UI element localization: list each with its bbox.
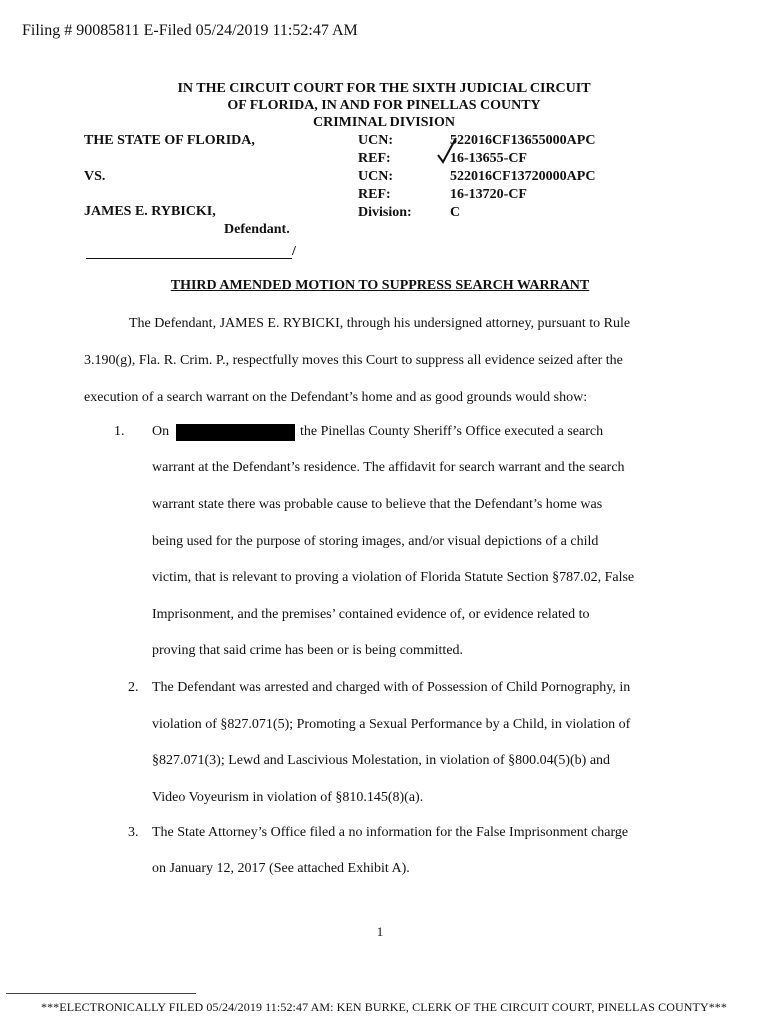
- page-number: 1: [376, 924, 384, 939]
- ref-label-2: REF:: [358, 187, 391, 202]
- ref-label-1: REF:: [358, 151, 391, 166]
- item-2-line: The Defendant was arrested and charged with of Possession of Child Pornography, in: [152, 680, 631, 695]
- handwritten-checkmark-icon: [436, 136, 458, 166]
- item-3-line: on January 12, 2017 (See attached Exhibit A).: [152, 861, 410, 876]
- signature-line-slash: /: [292, 244, 296, 259]
- intro-line-3: execution of a search warrant on the Defendant’s home and as good grounds would show:: [84, 390, 588, 405]
- item-3-line: The State Attorney’s Office filed a no information for the False Imprisonment charge: [152, 825, 629, 840]
- item-number: 1.: [114, 424, 125, 439]
- ucn-value-1: 522016CF13655000APC: [450, 133, 596, 148]
- ucn-label-2: UCN:: [358, 169, 393, 184]
- division-value: C: [450, 205, 461, 220]
- item-1-line: Imprisonment, and the premises’ contained evidence of, or evidence related to: [152, 607, 590, 622]
- signature-line: [86, 258, 292, 259]
- item-1-line: victim, that is relevant to proving a violation of Florida Statute Section §787.02, False: [152, 570, 635, 585]
- item-number: 3.: [128, 825, 139, 840]
- efiling-footer: ***ELECTRONICALLY FILED 05/24/2019 11:52:47 AM: KEN BURKE, CLERK OF THE CIRCUIT COURT, PINELLAS COUNTY***: [40, 1000, 728, 1014]
- item-1-line: being used for the purpose of storing images, and/or visual depictions of a child: [152, 534, 599, 549]
- item-1-line: warrant at the Defendant’s residence. The affidavit for search warrant and the search: [152, 460, 625, 475]
- redaction-block: [176, 424, 295, 441]
- footer-rule: [6, 993, 196, 994]
- court-heading-line3: CRIMINAL DIVISION: [313, 115, 455, 130]
- ucn-label-1: UCN:: [358, 133, 393, 148]
- versus-label: VS.: [84, 169, 106, 184]
- ref-value-1: 16-13655-CF: [450, 151, 527, 166]
- plaintiff-name: THE STATE OF FLORIDA,: [84, 133, 255, 148]
- court-heading-line1: IN THE CIRCUIT COURT FOR THE SIXTH JUDICIAL CIRCUIT: [177, 81, 591, 96]
- item-1-line: warrant state there was probable cause to believe that the Defendant’s home was: [152, 497, 603, 512]
- ucn-value-2: 522016CF13720000APC: [450, 169, 596, 184]
- item-2-line: §827.071(3); Lewd and Lascivious Molestation, in violation of §800.04(5)(b) and: [152, 753, 611, 768]
- court-heading-line2: OF FLORIDA, IN AND FOR PINELLAS COUNTY: [227, 98, 541, 113]
- item-2-line: Video Voyeurism in violation of §810.145(8)(a).: [152, 790, 424, 805]
- item-1-line: the Pinellas County Sheriff’s Office executed a search: [300, 424, 604, 439]
- filing-stamp: Filing # 90085811 E-Filed 05/24/2019 11:52:47 AM: [22, 22, 358, 39]
- intro-line-2: 3.190(g), Fla. R. Crim. P., respectfully moves this Court to suppress all evidence seized after the: [84, 353, 623, 368]
- ref-value-2: 16-13720-CF: [450, 187, 527, 202]
- defendant-role: Defendant.: [224, 222, 290, 237]
- motion-title: THIRD AMENDED MOTION TO SUPPRESS SEARCH WARRANT: [170, 278, 590, 293]
- item-1-line: proving that said crime has been or is being committed.: [152, 643, 464, 658]
- item-number: 2.: [128, 680, 139, 695]
- defendant-name: JAMES E. RYBICKI,: [84, 204, 216, 219]
- item-2-line: violation of §827.071(5); Promoting a Sexual Performance by a Child, in violation of: [152, 717, 631, 732]
- item-1-line: On: [152, 424, 170, 439]
- division-label: Division:: [358, 205, 412, 220]
- intro-line-1: The Defendant, JAMES E. RYBICKI, through his undersigned attorney, pursuant to Rule: [129, 316, 631, 331]
